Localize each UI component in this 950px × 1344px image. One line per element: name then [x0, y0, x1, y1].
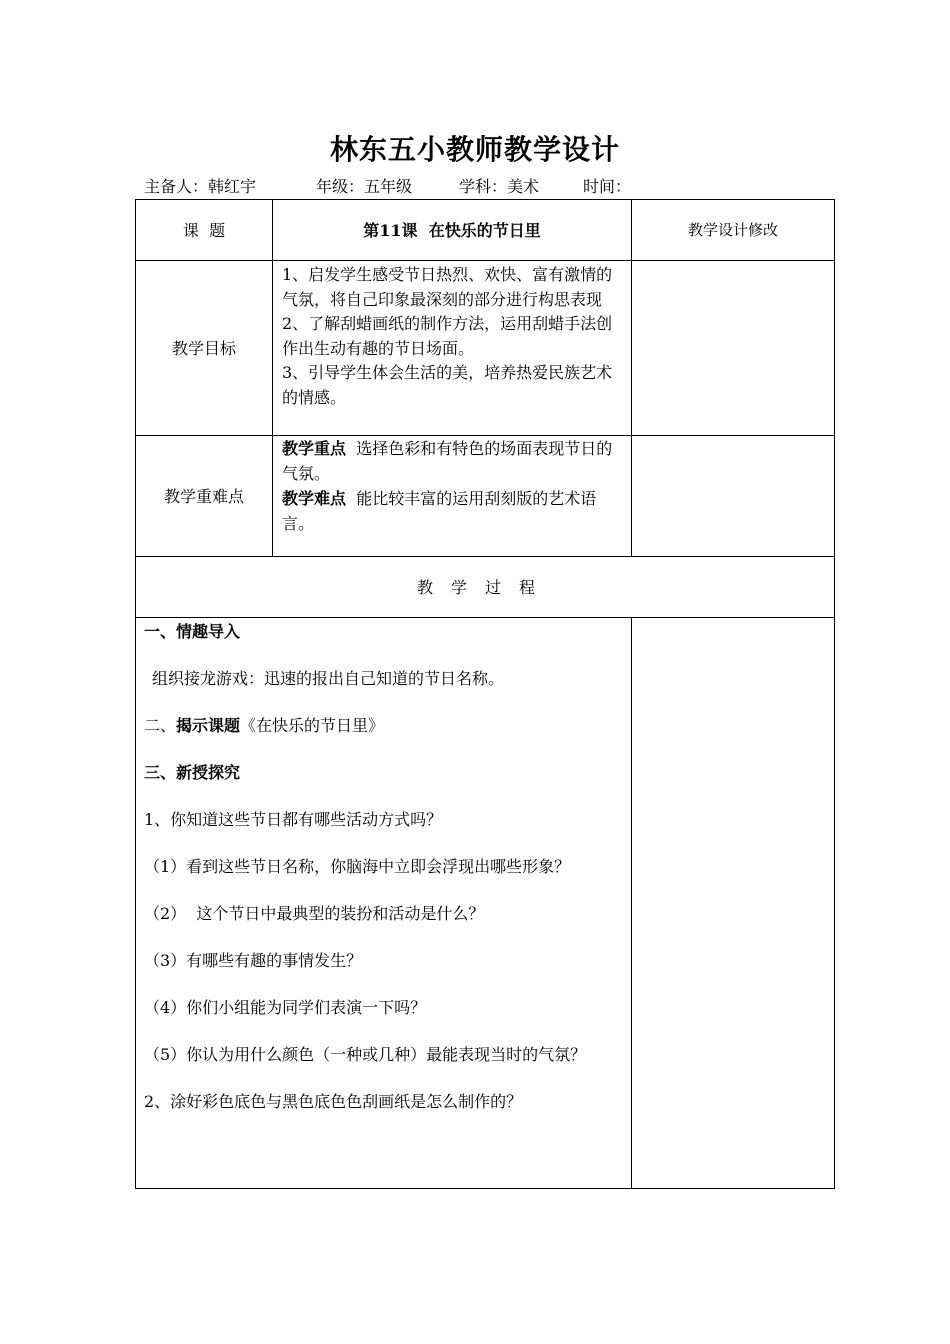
table-border-right: [834, 199, 835, 1189]
meta-line: [144, 176, 631, 198]
table-rule-col2-lower: [631, 617, 632, 1189]
meta-subject: 学科：美术: [459, 177, 540, 196]
question-1-3: （3）有哪些有趣的事情发生？: [144, 951, 363, 970]
section-2-text: 《在快乐的节日里》: [240, 716, 385, 735]
question-1-4: （4）你们小组能为同学们表演一下吗？: [144, 998, 427, 1017]
question-1-5: （5）你认为用什么颜色（一种或几种）最能表现当时的气氛？: [144, 1045, 587, 1064]
question-1: 1、你知道这些节日都有哪些活动方式吗？: [144, 810, 443, 829]
meta-grade: 年级：五年级: [316, 177, 413, 196]
keypoints-label-text: 教学重难点: [163, 486, 244, 506]
meta-teacher: 主备人：韩红宇: [144, 177, 257, 196]
difficulty-text: 能比较丰富的运用刮刻版的艺术语言。: [282, 489, 597, 533]
objectives-label-text: 教学目标: [171, 338, 236, 358]
difficulty-label: 教学难点: [282, 489, 347, 508]
question-2: 2、涂好彩色底色与黑色底色色刮画纸是怎么制作的？: [144, 1092, 523, 1111]
section-3-title: 三、新授探究: [144, 763, 241, 782]
section-2-prefix: 二、: [144, 716, 177, 735]
revise-label-text: 教学设计修改: [687, 220, 778, 239]
focus-paragraph: [282, 436, 625, 486]
topic-label-text: 课 题: [182, 220, 226, 240]
focus-label: 教学重点: [282, 439, 347, 458]
objective-item-2: 2、了解刮蜡画纸的制作方法，运用刮蜡手法创作出生动有趣的节日场面。: [282, 314, 613, 358]
keypoints-content: [282, 436, 625, 554]
topic-value: [273, 200, 631, 260]
process-content: [144, 619, 628, 1185]
meta-time: 时间：: [583, 177, 632, 196]
objectives-label: [136, 261, 272, 435]
document-title: 林东五小教师教学设计: [329, 133, 620, 166]
focus-text: 选择色彩和有特色的场面表现节日的气氛。: [282, 439, 613, 483]
objective-item-1: 1、启发学生感受节日热烈、欢快、富有激情的气氛，将自己印象最深刻的部分进行构思表现: [282, 265, 613, 309]
topic-value-text: 第11课 在快乐的节日里: [363, 220, 541, 240]
section-2-line: [144, 713, 628, 738]
section-1-text: 组织接龙游戏：迅速的报出自己知道的节日名称。: [152, 669, 505, 688]
objective-item-3: 3、引导学生体会生活的美，培养热爱民族艺术的情感。: [282, 363, 613, 407]
table-rule-row4: [135, 617, 835, 618]
table-border-bottom: [135, 1188, 835, 1189]
process-heading-text: 教学过程: [416, 577, 553, 597]
section-2-title: 揭示课题: [176, 716, 241, 735]
revise-label: [632, 200, 834, 260]
topic-label: [136, 200, 272, 260]
keypoints-label: [136, 436, 272, 556]
question-1-1: （1）看到这些节日名称，你脑海中立即会浮现出哪些形象？: [144, 857, 571, 876]
section-1-title: 一、情趣导入: [144, 622, 241, 641]
question-1-2: （2） 这个节日中最典型的装扮和活动是什么？: [144, 904, 485, 923]
objectives-content: [282, 263, 625, 433]
process-heading: [136, 557, 834, 617]
difficulty-paragraph: [282, 486, 625, 536]
